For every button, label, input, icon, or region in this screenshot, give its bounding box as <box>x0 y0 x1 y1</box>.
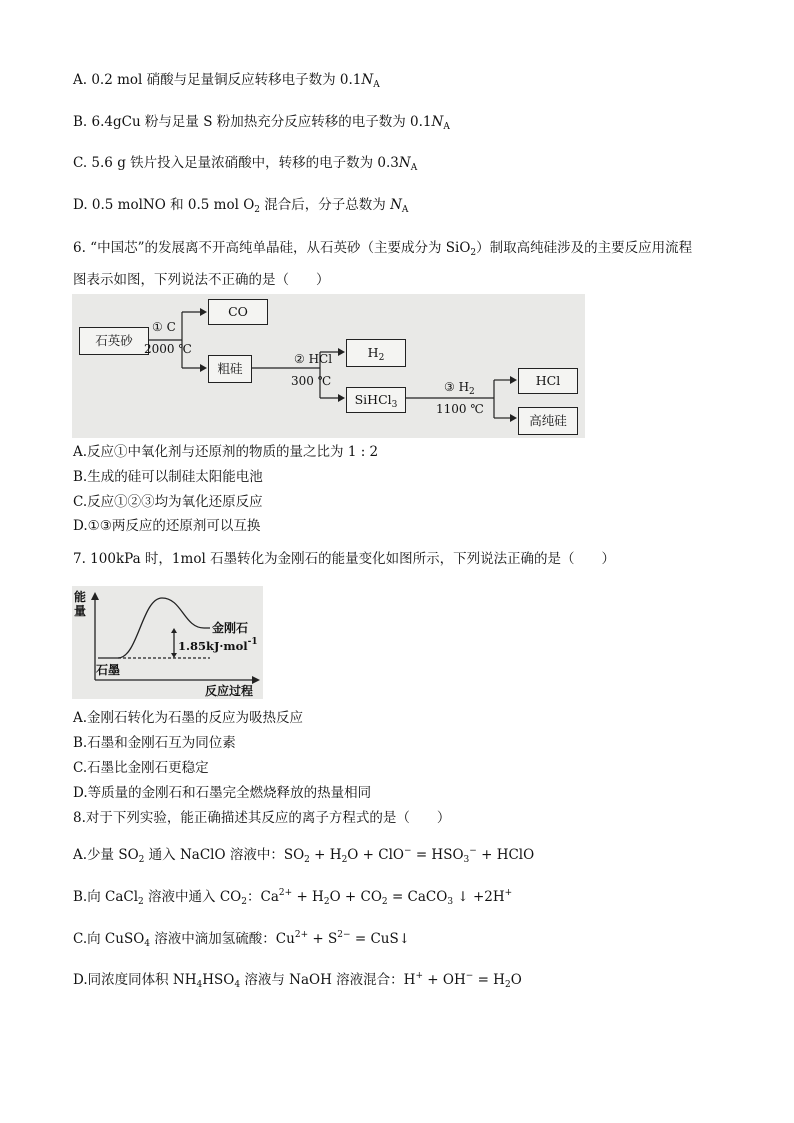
q6-option-a <box>73 442 378 462</box>
quartz-sand-box <box>79 327 149 355</box>
crude-silicon-label: 粗硅 <box>217 361 243 376</box>
subscript: 3 <box>447 897 454 907</box>
eq-text: C.向 CuSO <box>73 931 145 947</box>
superscript: − <box>465 971 474 981</box>
subscript: 2 <box>254 205 260 215</box>
co-box <box>208 299 268 325</box>
q7-option-c <box>73 758 209 778</box>
reaction-progress-label: 反应过程 <box>205 684 254 698</box>
eq-text: = HSO <box>411 847 464 863</box>
subscript: 4 <box>234 980 241 990</box>
q5-option-b <box>73 112 450 137</box>
eq-text: + OH <box>422 972 466 988</box>
eq-text: + HClO <box>476 847 535 863</box>
subscript: 2 <box>304 855 310 865</box>
h2-label: H <box>367 345 379 360</box>
eq-text: D.同浓度同体积 NH <box>73 972 197 988</box>
hcl-box <box>518 368 578 394</box>
subscript: 2 <box>323 897 330 907</box>
eq-text: ↓ +2H <box>453 889 505 905</box>
q8-option-c <box>73 925 410 954</box>
step3-temperature: 1100 ℃ <box>436 402 484 416</box>
eq-text: 溶液中通入 CO <box>143 889 242 905</box>
crude-silicon-box <box>208 355 252 383</box>
superscript: + <box>415 971 423 981</box>
subscript: 2 <box>138 897 144 907</box>
q6-option-d-text: D.①③两反应的还原剂可以互换 <box>73 518 261 534</box>
step3-reagent <box>444 380 475 397</box>
eq-text: + H <box>309 847 342 863</box>
quartz-sand-label: 石英砂 <box>95 333 133 348</box>
pure-silicon-label: 高纯硅 <box>529 413 567 428</box>
q6-option-d <box>73 516 260 536</box>
eq-text: O + CO <box>329 889 382 905</box>
q8-option-d <box>73 966 522 995</box>
q7-option-a <box>73 708 303 728</box>
step1-reagent: ① C <box>152 320 176 334</box>
q6-option-a-text: A.反应①中氧化剂与还原剂的物质的量之比为 1 : 2 <box>73 444 379 460</box>
q8-option-b <box>73 883 512 912</box>
sihcl3-box <box>346 387 406 413</box>
q6-option-b <box>73 467 263 487</box>
superscript: − <box>469 846 477 856</box>
superscript: -1 <box>247 637 258 647</box>
energy-axis-label-2: 量 <box>74 604 87 618</box>
eq-text: HSO <box>202 972 235 988</box>
avogadro-symbol: N <box>398 155 411 171</box>
q7-option-d-text: D.等质量的金刚石和石墨完全燃烧释放的热量相同 <box>73 785 372 801</box>
q6-stem-text: 图表示如图，下列说法不正确的是（ ） <box>73 272 330 288</box>
avogadro-subscript: A <box>373 80 380 90</box>
q7-option-b <box>73 733 236 753</box>
q7-option-b-text: B.石墨和金刚石互为同位素 <box>73 735 236 751</box>
avogadro-subscript: A <box>401 205 409 215</box>
step2-temperature: 300 ℃ <box>291 374 332 388</box>
q5-option-a-text: A. 0.2 mol 硝酸与足量铜反应转移电子数为 0.1 <box>73 72 362 88</box>
q5-option-d <box>73 195 408 220</box>
subscript: 2 <box>504 980 511 990</box>
hcl-label: HCl <box>535 373 561 388</box>
eq-text: B.向 CaCl <box>73 889 139 905</box>
subscript: 2 <box>378 353 385 363</box>
eq-text: ：Ca <box>246 889 279 905</box>
subscript: 2 <box>469 387 475 397</box>
q5-option-d-text-2: 混合后，分子总数为 <box>260 197 391 213</box>
h2-box <box>346 339 406 367</box>
subscript: 2 <box>381 897 388 907</box>
eq-text: + S <box>308 931 338 947</box>
q6-stem-line1 <box>73 238 692 263</box>
sihcl3-label: SiHCl <box>354 392 392 407</box>
step3-reagent-text: ③ H <box>444 380 470 394</box>
q5-option-b-text: B. 6.4gCu 粉与足量 S 粉加热充分反应转移的电子数为 0.1 <box>73 114 432 130</box>
subscript: 2 <box>341 855 348 865</box>
graphite-label: 石墨 <box>96 663 121 677</box>
q7-stem <box>73 549 615 569</box>
avogadro-symbol: N <box>431 114 444 130</box>
avogadro-symbol: N <box>390 197 402 213</box>
q6-option-c-text: C.反应①②③均为氧化还原反应 <box>73 494 263 510</box>
pure-silicon-box <box>518 407 578 435</box>
eq-text: 溶液与 NaOH 溶液混合：H <box>240 972 416 988</box>
q5-option-a <box>73 70 380 95</box>
energy-difference-label <box>178 637 258 653</box>
q7-option-d <box>73 783 371 803</box>
subscript: 2 <box>470 248 477 258</box>
avogadro-symbol: N <box>361 72 374 88</box>
q8-stem-text: 8.对于下列实验，能正确描述其反应的离子方程式的是（ ） <box>73 810 451 826</box>
q5-option-c <box>73 153 417 178</box>
subscript: 2 <box>241 897 247 907</box>
subscript: 2 <box>138 855 145 865</box>
superscript: − <box>403 846 412 856</box>
energy-diagram <box>72 586 263 699</box>
q8-option-a <box>73 841 534 870</box>
silicon-process-flowchart <box>72 294 585 438</box>
q6-stem-part: ）制取高纯硅涉及的主要反应用流程 <box>476 240 693 256</box>
q6-option-c <box>73 492 263 512</box>
q5-option-d-text: D. 0.5 molNO 和 0.5 mol O <box>73 197 255 213</box>
avogadro-subscript: A <box>443 122 450 132</box>
superscript: + <box>504 888 513 898</box>
subscript: 3 <box>463 855 470 865</box>
diamond-label: 金刚石 <box>212 621 249 635</box>
eq-text: + H <box>292 889 324 905</box>
step2-reagent: ② HCl <box>294 352 333 366</box>
eq-text: = CuS↓ <box>350 931 411 947</box>
eq-text: = CaCO <box>387 889 448 905</box>
superscript: 2+ <box>294 930 309 940</box>
q7-option-a-text: A.金刚石转化为石墨的反应为吸热反应 <box>73 710 304 726</box>
eq-text: A.少量 SO <box>73 847 139 863</box>
superscript: 2− <box>337 930 351 940</box>
q6-option-b-text: B.生成的硅可以制硅太阳能电池 <box>73 469 263 485</box>
eq-text: = H <box>473 972 505 988</box>
q5-option-c-text: C. 5.6 g 铁片投入足量浓硝酸中，转移的电子数为 0.3 <box>73 155 399 171</box>
subscript: 3 <box>391 400 398 410</box>
q6-stem-line2 <box>73 270 330 290</box>
subscript: 4 <box>196 980 203 990</box>
step1-temperature: 2000 ℃ <box>144 342 192 356</box>
energy-axis-label-1: 能 <box>74 590 87 604</box>
eq-text: 溶液中滴加氢硫酸：Cu <box>150 931 295 947</box>
eq-text: O <box>510 972 522 988</box>
q7-stem-text: 7. 100kPa 时，1mol 石墨转化为金刚石的能量变化如图所示，下列说法正确的是（ ） <box>73 551 616 567</box>
superscript: 2+ <box>278 888 293 898</box>
avogadro-subscript: A <box>410 163 418 173</box>
q8-stem <box>73 808 450 828</box>
q6-stem-part: 6. “中国芯”的发展离不开高纯单晶硅，从石英砂（主要成分为 SiO <box>73 240 471 256</box>
subscript: 4 <box>144 939 151 949</box>
eq-text: 通入 NaClO 溶液中：SO <box>144 847 305 863</box>
q7-option-c-text: C.石墨比金刚石更稳定 <box>73 760 209 776</box>
co-label: CO <box>228 304 248 319</box>
eq-text: O + ClO <box>347 847 404 863</box>
energy-difference-value: 1.85kJ·mol <box>178 639 248 653</box>
flowchart-arrows <box>72 294 585 438</box>
